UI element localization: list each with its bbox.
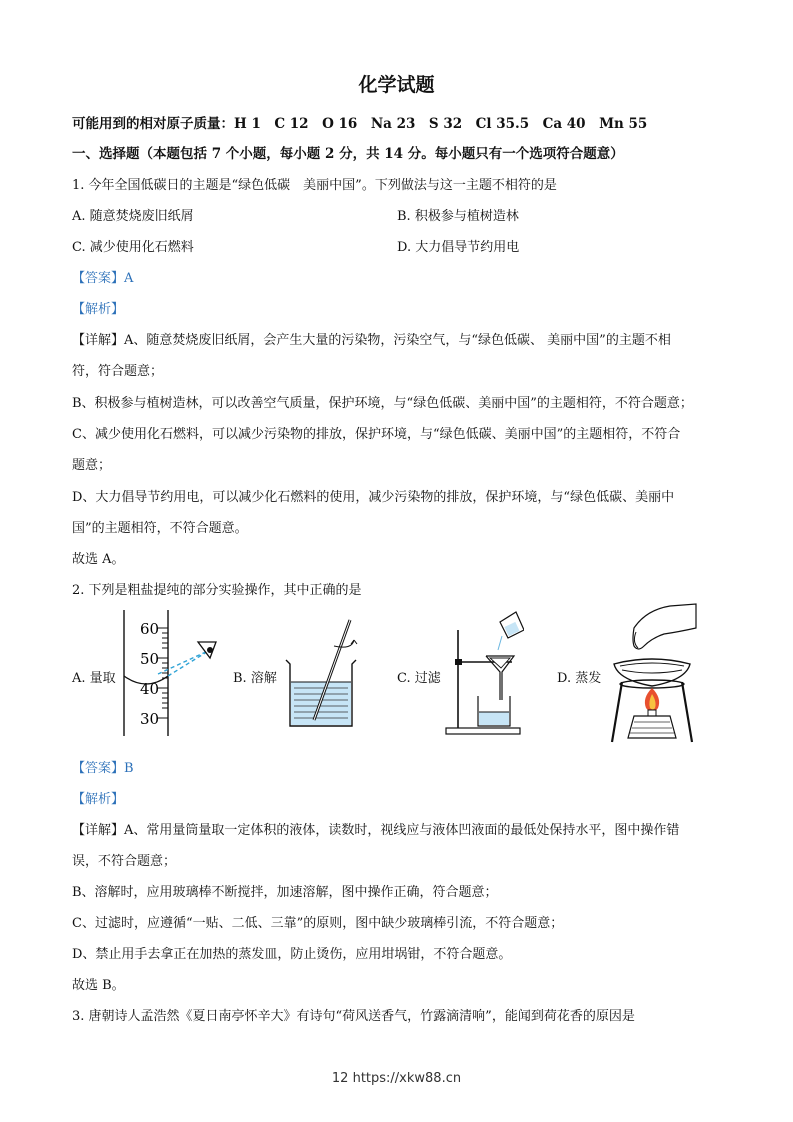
q1-detail-3: B、积极参与植树造林，可以改善空气质量，保护环境，与“绿色低碳、美丽中国”的主题相符，不符合题意； (72, 396, 693, 411)
q2-conclusion: 故选 B。 (72, 978, 125, 993)
q1-option-a: A. 随意焚烧废旧纸屑 (72, 209, 194, 224)
cylinder-tick-60: 60 (140, 620, 160, 638)
q1-answer: 【答案】A (72, 271, 134, 286)
q2-detail-2: 误，不符合题意； (72, 854, 177, 869)
q1-detail-4: C、减少使用化石燃料，可以减少污染物的排放，保护环境，与“绿色低碳、美丽中国”的主题相符，不符合 (72, 427, 681, 442)
q1-detail-7: 国”的主题相符，不符合题意。 (72, 521, 248, 536)
q3-stem: 3. 唐朝诗人孟浩然《夏日南亭怀辛大》有诗句“荷风送香气，竹露滴清响”，能闻到荷花香的原因是 (72, 1009, 635, 1024)
q1-analysis-label: 【解析】 (72, 302, 125, 317)
cylinder-tick-40: 40 (140, 680, 160, 698)
cylinder-tick-50: 50 (140, 650, 160, 668)
page-footer: 12 https://xkw88.cn (331, 1071, 462, 1086)
cylinder-tick-30: 30 (140, 710, 160, 728)
q1-detail-1: 【详解】A、随意焚烧废旧纸屑，会产生大量的污染物，污染空气，与“绿色低碳、 美丽中国”的主题不相 (72, 333, 671, 348)
q2-analysis-label: 【解析】 (72, 792, 125, 807)
q2-option-c: C. 过滤 (397, 671, 441, 686)
evaporation-figure (604, 602, 700, 748)
q1-option-c: C. 减少使用化石燃料 (72, 240, 194, 255)
section-heading: 一、选择题（本题包括 7 个小题，每小题 2 分，共 14 分。每小题只有一个选项符合题意） (72, 146, 624, 162)
page-title: 化学试题 (358, 74, 435, 96)
q2-detail-1: 【详解】A、常用量筒量取一定体积的液体，读数时，视线应与液体凹液面的最低处保持水平，图中操作错 (72, 823, 680, 838)
q2-option-b: B. 溶解 (233, 671, 277, 686)
q2-answer: 【答案】B (72, 761, 134, 776)
filtration-figure (440, 610, 524, 738)
q2-detail-3: B、溶解时，应用玻璃棒不断搅拌，加速溶解，图中操作正确，符合题意； (72, 885, 498, 900)
q2-option-d: D. 蒸发 (557, 671, 602, 686)
q1-stem: 1. 今年全国低碳日的主题是“绿色低碳 美丽中国”。下列做法与这一主题不相符的是 (72, 178, 557, 193)
q2-option-a: A. 量取 (72, 671, 116, 686)
q1-detail-2: 符，符合题意； (72, 364, 164, 379)
q1-option-d: D. 大力倡导节约用电 (397, 240, 520, 255)
q1-detail-5: 题意； (72, 458, 112, 473)
q2-detail-4: C、过滤时，应遵循“一贴、二低、三靠”的原则，图中缺少玻璃棒引流，不符合题意； (72, 916, 564, 931)
hand-icon (633, 604, 696, 649)
q2-detail-5: D、禁止用手去拿正在加热的蒸发皿，防止烫伤，应用坩埚钳，不符合题意。 (72, 947, 512, 962)
dissolving-beaker-figure (282, 616, 362, 732)
q1-option-b: B. 积极参与植树造林 (397, 209, 519, 224)
q1-conclusion: 故选 A。 (72, 552, 125, 567)
cylinder-reading-figure (118, 608, 230, 740)
q2-stem: 2. 下列是粗盐提纯的部分实验操作，其中正确的是 (72, 583, 362, 598)
atomic-mass-line: 可能用到的相对原子质量：H 1 C 12 O 16 Na 23 S 32 Cl 35.5 Ca 40 Mn 55 (72, 116, 648, 132)
q1-detail-6: D、大力倡导节约用电，可以减少化石燃料的使用，减少污染物的排放，保护环境，与“绿色低碳、美丽中 (72, 490, 675, 505)
